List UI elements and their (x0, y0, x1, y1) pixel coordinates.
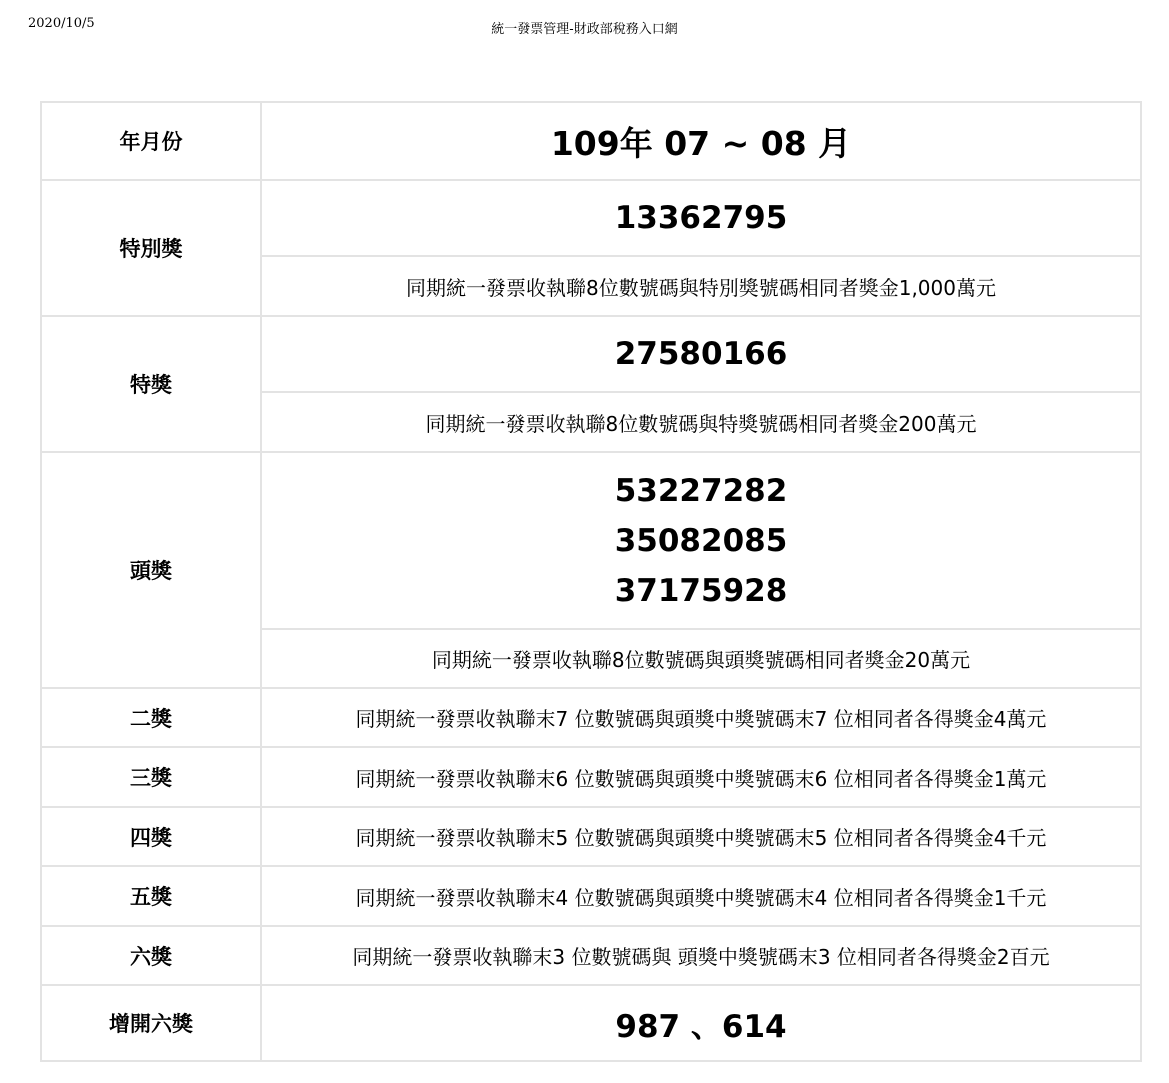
prize-table (40, 101, 1142, 1062)
special-prize-description: 同期統一發票收執聯8位數號碼與特別獎號碼相同者獎金1,000萬元 (261, 256, 1141, 316)
first-prize-description: 同期統一發票收執聯8位數號碼與頭獎號碼相同者獎金20萬元 (261, 629, 1141, 688)
special-prize-label: 特別獎 (41, 180, 261, 316)
page-title: 統一發票管理-財政部稅務入口網 (491, 22, 678, 37)
sixth-prize-row (41, 926, 1141, 985)
first-prize-row (41, 452, 1141, 629)
period-value: 109年 07 ~ 08 月 (261, 102, 1141, 180)
print-date: 2020/10/5 (28, 16, 95, 31)
additional-sixth-prize-numbers: 987 、614 (261, 985, 1141, 1061)
fifth-prize-row (41, 866, 1141, 926)
third-prize-row (41, 747, 1141, 807)
first-prize-number: 35082085 (614, 522, 788, 559)
first-prize-numbers (261, 452, 1141, 629)
third-prize-description: 同期統一發票收執聯末6 位數號碼與頭獎中獎號碼末6 位相同者各得獎金1萬元 (261, 747, 1141, 807)
fifth-prize-description: 同期統一發票收執聯末4 位數號碼與頭獎中獎號碼末4 位相同者各得獎金1千元 (261, 866, 1141, 926)
sixth-prize-description: 同期統一發票收執聯末3 位數號碼與 頭獎中獎號碼末3 位相同者各得獎金2百元 (261, 926, 1141, 985)
additional-sixth-prize-row (41, 985, 1141, 1061)
first-prize-label: 頭獎 (41, 452, 261, 688)
fourth-prize-row (41, 807, 1141, 866)
special-prize-number: 13362795 (261, 180, 1141, 256)
second-prize-description: 同期統一發票收執聯末7 位數號碼與頭獎中獎號碼末7 位相同者各得獎金4萬元 (261, 688, 1141, 747)
additional-sixth-prize-label: 增開六獎 (41, 985, 261, 1061)
first-prize-number: 37175928 (614, 572, 788, 609)
first-prize-number: 53227282 (614, 472, 788, 509)
fourth-prize-label: 四獎 (41, 807, 261, 866)
grand-prize-number: 27580166 (261, 316, 1141, 392)
second-prize-row (41, 688, 1141, 747)
grand-prize-description: 同期統一發票收執聯8位數號碼與特獎號碼相同者獎金200萬元 (261, 392, 1141, 452)
sixth-prize-label: 六獎 (41, 926, 261, 985)
second-prize-label: 二獎 (41, 688, 261, 747)
third-prize-label: 三獎 (41, 747, 261, 807)
fifth-prize-label: 五獎 (41, 866, 261, 926)
period-label: 年月份 (41, 102, 261, 180)
period-row (41, 102, 1141, 180)
fourth-prize-description: 同期統一發票收執聯末5 位數號碼與頭獎中獎號碼末5 位相同者各得獎金4千元 (261, 807, 1141, 866)
grand-prize-row (41, 316, 1141, 392)
special-prize-row (41, 180, 1141, 256)
grand-prize-label: 特獎 (41, 316, 261, 452)
